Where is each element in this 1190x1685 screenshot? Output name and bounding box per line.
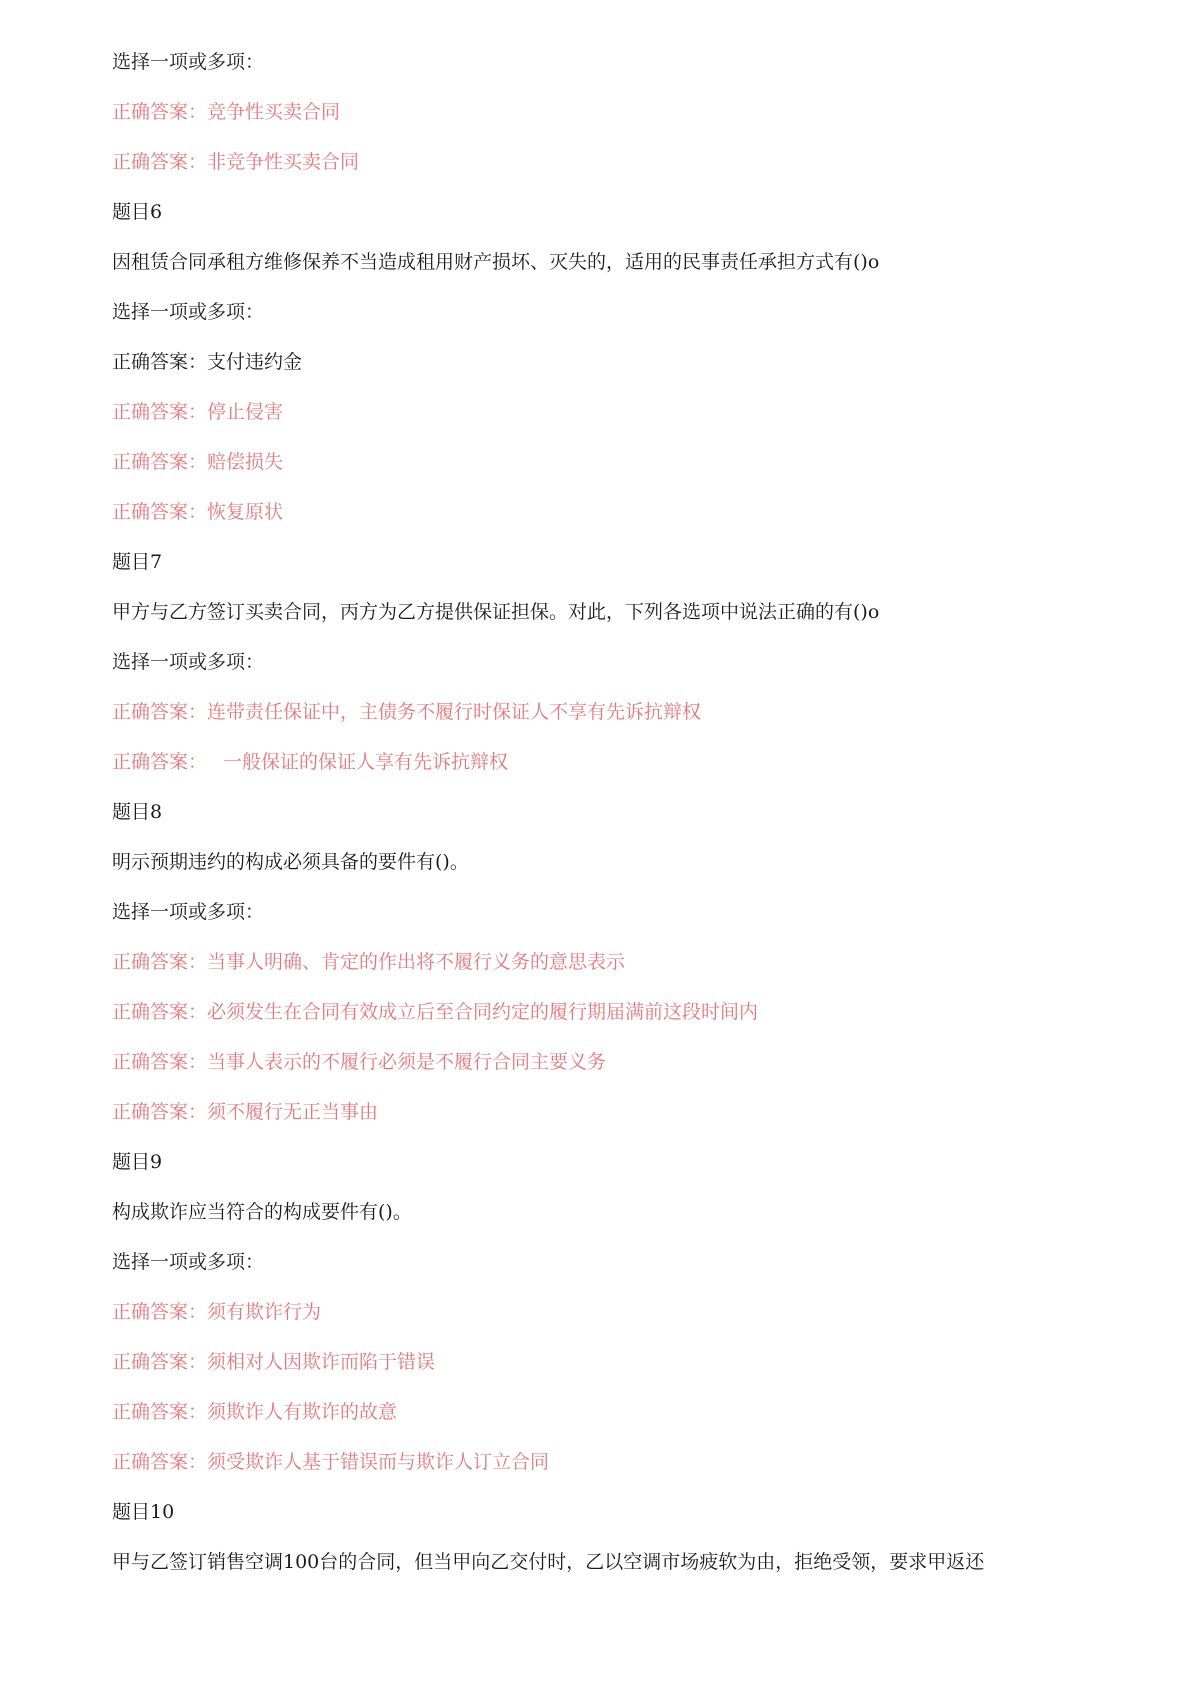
answer-prefix: 正确答案：: [112, 1451, 208, 1473]
answer-prefix: 正确答案：: [112, 1051, 208, 1073]
correct-answer: [112, 1052, 1112, 1072]
correct-answer: [112, 402, 1112, 422]
question-body: 甲与乙签订销售空调100台的合同，但当甲向乙交付时，乙以空调市场疲软为由，拒绝受领，要求甲返还: [112, 1551, 985, 1573]
question-text: [112, 852, 1112, 872]
correct-answer: [112, 1402, 1112, 1422]
answer-text: 必须发生在合同有效成立后至合同约定的履行期届满前这段时间内: [207, 1001, 759, 1023]
answer-text: 当事人表示的不履行必须是不履行合同主要义务: [207, 1051, 607, 1073]
correct-answer: [112, 1452, 1112, 1472]
correct-answer: [112, 702, 1112, 722]
answer-text: 须受欺诈人基于错误而与欺诈人订立合同: [207, 1451, 550, 1473]
correct-answer: [112, 102, 1112, 122]
answer-text: 非竞争性买卖合同: [207, 151, 360, 173]
question-title: [112, 202, 1112, 222]
answer-prefix: 正确答案：: [112, 451, 208, 473]
question-text: [112, 252, 1112, 272]
answer-prefix: 正确答案：: [112, 1001, 208, 1023]
answer-text: 赔偿损失: [207, 451, 284, 473]
answer-text: 连带责任保证中，主债务不履行时保证人不享有先诉抗辩权: [207, 701, 702, 723]
question-title: [112, 1152, 1112, 1172]
answer-text: 停止侵害: [207, 401, 284, 423]
answer-prefix: 正确答案：: [112, 1351, 208, 1373]
answer-text: 恢复原状: [207, 501, 284, 523]
correct-answer: [112, 152, 1112, 172]
document-body: [112, 52, 1112, 1602]
question-title: [112, 1502, 1112, 1522]
question-body: 因租赁合同承租方维修保养不当造成租用财产损坏、灭失的，适用的民事责任承担方式有()o: [112, 251, 880, 273]
choice-instruction: [112, 52, 1112, 72]
choice-instruction-text: 选择一项或多项：: [112, 301, 265, 323]
question-title: [112, 802, 1112, 822]
answer-text: 当事人明确、肯定的作出将不履行义务的意思表示: [207, 951, 626, 973]
answer-prefix: 正确答案：: [112, 401, 208, 423]
answer-prefix: 正确答案：: [112, 701, 208, 723]
choice-instruction-text: 选择一项或多项：: [112, 901, 265, 923]
question-title-text: 题目6: [112, 201, 163, 223]
question-title-text: 题目8: [112, 801, 163, 823]
correct-answer: [112, 352, 1112, 372]
choice-instruction: [112, 1252, 1112, 1272]
answer-prefix: 正确答案：: [112, 1301, 208, 1323]
answer-prefix: 正确答案：: [112, 1101, 208, 1123]
choice-instruction: [112, 302, 1112, 322]
choice-instruction-text: 选择一项或多项：: [112, 51, 265, 73]
answer-prefix: 正确答案：: [112, 951, 208, 973]
answer-text: 一般保证的保证人享有先诉抗辩权: [223, 751, 509, 773]
correct-answer: [112, 1002, 1112, 1022]
answer-prefix: 正确答案：: [112, 351, 208, 373]
correct-answer: [112, 1102, 1112, 1122]
question-title-text: 题目7: [112, 551, 163, 573]
correct-answer: [112, 502, 1112, 522]
question-title: [112, 552, 1112, 572]
answer-text: 须欺诈人有欺诈的故意: [207, 1401, 398, 1423]
answer-prefix: 正确答案：: [112, 751, 208, 773]
question-title-text: 题目10: [112, 1501, 175, 1523]
choice-instruction: [112, 902, 1112, 922]
correct-answer: [112, 952, 1112, 972]
choice-instruction-text: 选择一项或多项：: [112, 651, 265, 673]
answer-prefix: 正确答案：: [112, 101, 208, 123]
answer-prefix: 正确答案：: [112, 501, 208, 523]
correct-answer: [112, 1302, 1112, 1322]
question-body: 甲方与乙方签订买卖合同，丙方为乙方提供保证担保。对此，下列各选项中说法正确的有()o: [112, 601, 880, 623]
choice-instruction: [112, 652, 1112, 672]
correct-answer: [112, 752, 1112, 772]
question-text: [112, 602, 1112, 622]
choice-instruction-text: 选择一项或多项：: [112, 1251, 265, 1273]
question-title-text: 题目9: [112, 1151, 163, 1173]
question-body: 构成欺诈应当符合的构成要件有()。: [112, 1201, 412, 1223]
answer-text: 须不履行无正当事由: [207, 1101, 379, 1123]
answer-prefix: 正确答案：: [112, 1401, 208, 1423]
answer-text: 须相对人因欺诈而陷于错误: [207, 1351, 436, 1373]
correct-answer: [112, 1352, 1112, 1372]
question-text: [112, 1202, 1112, 1222]
answer-text: 竞争性买卖合同: [207, 101, 341, 123]
answer-text: 须有欺诈行为: [207, 1301, 322, 1323]
correct-answer: [112, 452, 1112, 472]
answer-prefix: 正确答案：: [112, 151, 208, 173]
question-body: 明示预期违约的构成必须具备的要件有()。: [112, 851, 469, 873]
question-text: [112, 1552, 1112, 1572]
answer-text: 支付违约金: [207, 351, 303, 373]
